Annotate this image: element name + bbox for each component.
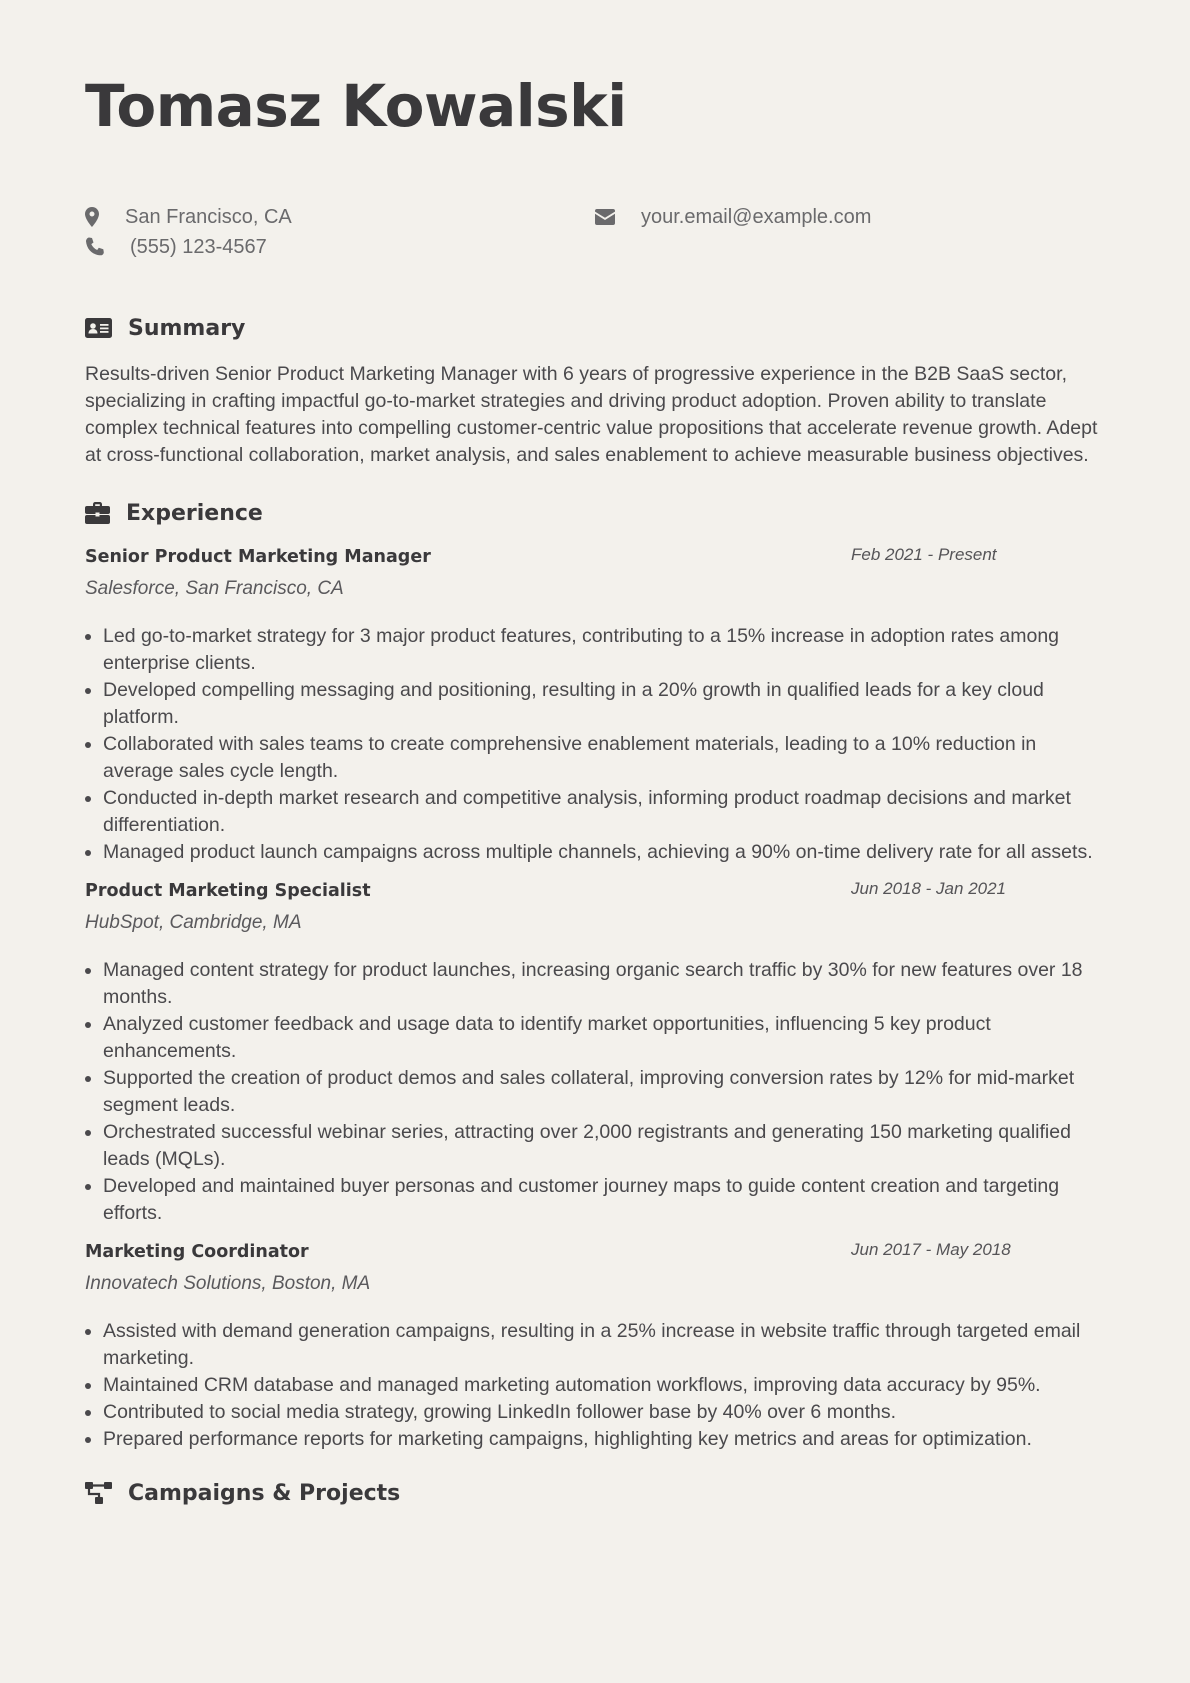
job-bullet: • Managed product launch campaigns across multiple channels, achieving a 90% on-time delivery rate for all assets. xyxy=(103,839,1105,866)
job-dates: Feb 2021 - Present xyxy=(851,545,997,564)
job-bullet: • Supported the creation of product demos and sales collateral, improving conversion rates by 12% for mid-market segment leads. xyxy=(103,1065,1105,1119)
job-company: Salesforce, San Francisco, CA xyxy=(85,578,344,599)
job-company: Innovatech Solutions, Boston, MA xyxy=(85,1273,371,1294)
campaigns-heading xyxy=(85,1478,1105,1508)
job-bullet: • Led go-to-market strategy for 3 major product features, contributing to a 15% increase in adoption rates among enterprise clients. xyxy=(103,623,1105,677)
job-bullets xyxy=(85,957,1105,1227)
job-bullet: • Developed compelling messaging and positioning, resulting in a 20% growth in qualified leads for a key cloud platform. xyxy=(103,677,1105,731)
experience-list xyxy=(85,545,1105,1453)
briefcase-icon xyxy=(85,502,126,524)
job-bullet: • Contributed to social media strategy, growing LinkedIn follower base by 40% over 6 months. xyxy=(103,1399,1105,1426)
job-bullet: • Conducted in-depth market research and competitive analysis, informing product roadmap decisions and market differentiation. xyxy=(103,785,1105,839)
contact-phone xyxy=(85,235,595,259)
job-entry xyxy=(85,1240,1105,1453)
envelope-icon xyxy=(595,209,641,225)
campaigns-heading-text: Campaigns & Projects xyxy=(128,1480,401,1506)
experience-heading-text: Experience xyxy=(126,500,263,526)
phone-text: (555) 123-4567 xyxy=(130,235,267,258)
candidate-name: Tomasz Kowalski xyxy=(85,72,627,140)
summary-heading-text: Summary xyxy=(128,315,246,341)
job-header-row xyxy=(85,545,1105,569)
job-bullets xyxy=(85,1318,1105,1453)
job-title: Marketing Coordinator xyxy=(85,1242,309,1262)
contact-location xyxy=(85,205,595,229)
contact-info xyxy=(85,205,1105,259)
job-bullet: • Assisted with demand generation campaigns, resulting in a 25% increase in website traffic through targeted email marketing. xyxy=(103,1318,1105,1372)
job-company: HubSpot, Cambridge, MA xyxy=(85,912,302,933)
summary-text: Results-driven Senior Product Marketing Manager with 6 years of progressive experience in the B2B SaaS sector, specializing in crafting impactful go-to-market strategies and driving product adoption. Proven ability to translate complex technical features into compelling customer-centric value propositions that accelerate revenue growth. Adept at cross-functional collaboration, market analysis, and sales enablement to achieve measurable business objectives. xyxy=(85,363,1098,466)
map-marker-icon xyxy=(85,207,125,227)
job-title: Senior Product Marketing Manager xyxy=(85,547,431,567)
job-header-row xyxy=(85,1240,1105,1264)
location-text: San Francisco, CA xyxy=(125,205,292,228)
sitemap-icon xyxy=(85,1482,128,1504)
job-bullet: • Developed and maintained buyer personas and customer journey maps to guide content creation and targeting efforts. xyxy=(103,1173,1105,1227)
summary-heading xyxy=(85,313,1105,343)
job-bullet: • Analyzed customer feedback and usage data to identify market opportunities, influencing 5 key product enhancements. xyxy=(103,1011,1105,1065)
job-header-row xyxy=(85,879,1105,903)
job-bullets xyxy=(85,623,1105,866)
job-entry xyxy=(85,545,1105,866)
job-dates: Jun 2018 - Jan 2021 xyxy=(851,879,1007,898)
job-bullet: • Managed content strategy for product launches, increasing organic search traffic by 30% for new features over 18 months. xyxy=(103,957,1105,1011)
contact-email[interactable] xyxy=(595,205,1105,229)
job-entry xyxy=(85,879,1105,1227)
id-card-icon xyxy=(85,318,128,338)
job-dates: Jun 2017 - May 2018 xyxy=(851,1240,1011,1259)
phone-icon xyxy=(85,237,130,257)
job-bullet: • Collaborated with sales teams to create comprehensive enablement materials, leading to a 10% reduction in average sales cycle length. xyxy=(103,731,1105,785)
job-title: Product Marketing Specialist xyxy=(85,881,371,901)
email-link[interactable]: your.email@example.com xyxy=(641,205,872,228)
job-bullet: • Orchestrated successful webinar series, attracting over 2,000 registrants and generating 150 marketing qualified leads (MQLs). xyxy=(103,1119,1105,1173)
job-bullet: • Prepared performance reports for marketing campaigns, highlighting key metrics and areas for optimization. xyxy=(103,1426,1105,1453)
experience-heading xyxy=(85,498,1105,528)
job-bullet: • Maintained CRM database and managed marketing automation workflows, improving data accuracy by 95%. xyxy=(103,1372,1105,1399)
